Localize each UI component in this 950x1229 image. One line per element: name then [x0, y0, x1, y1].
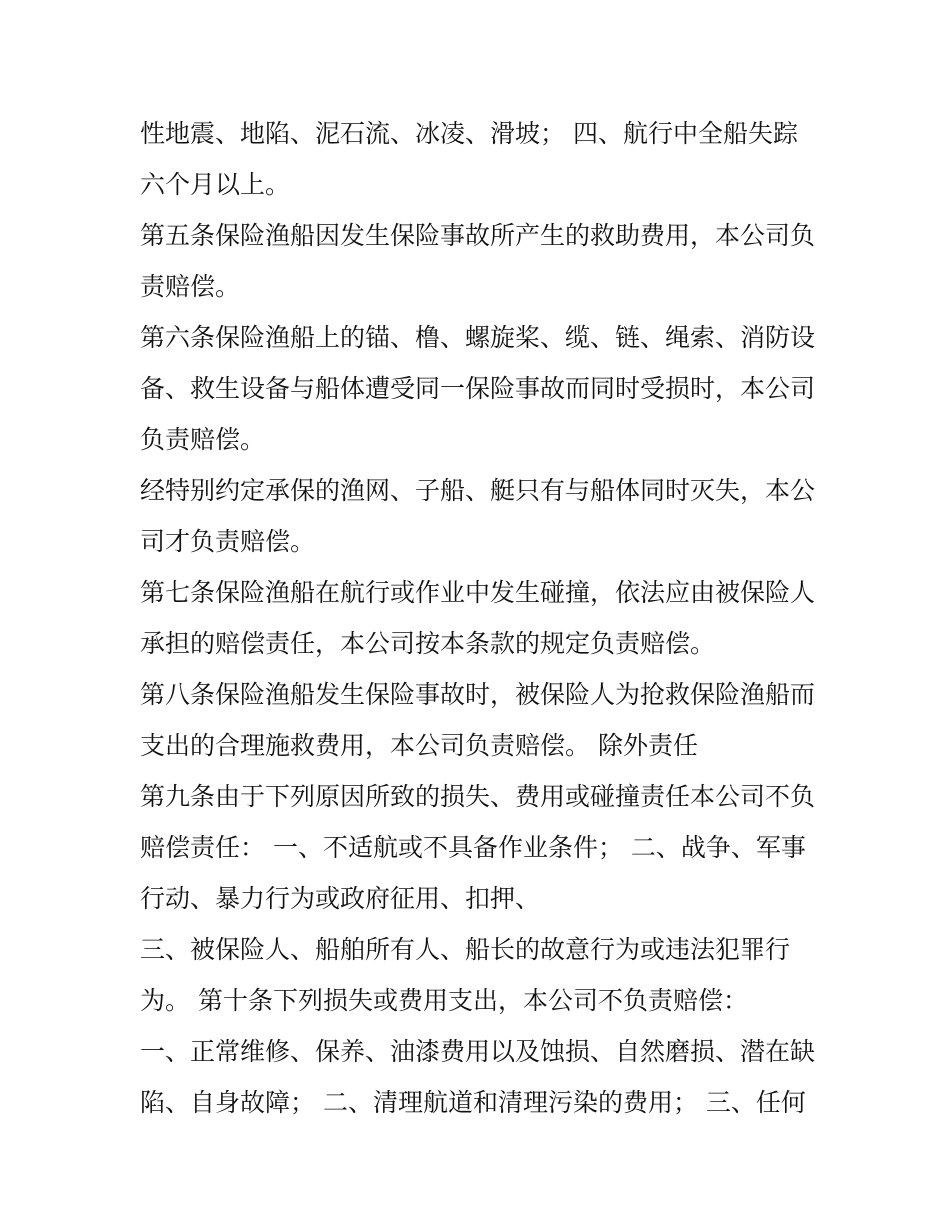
- text-line: 性地震、地陷、泥石流、冰凌、滑坡； 四、航行中全船失踪: [140, 119, 798, 148]
- text-line: 司才负责赔偿。: [140, 527, 316, 556]
- text-line: 一、正常维修、保养、油漆费用以及蚀损、自然磨损、潜在缺: [140, 1037, 816, 1066]
- text-line: 负责赔偿。: [140, 425, 266, 454]
- text-line: 经特别约定承保的渔网、子船、艇只有与船体同时灭失，本公: [140, 476, 816, 505]
- text-line: 六个月以上。: [140, 170, 291, 199]
- text-line: 责赔偿。: [140, 272, 241, 301]
- text-line: 备、救生设备与船体遭受同一保险事故而同时受损时，本公司: [140, 374, 816, 403]
- text-line: 第五条保险渔船因发生保险事故所产生的救助费用，本公司负: [140, 221, 816, 250]
- text-line: 陷、自身故障； 二、清理航道和清理污染的费用； 三、任何: [140, 1088, 806, 1117]
- text-line: 第八条保险渔船发生保险事故时，被保险人为抢救保险渔船而: [140, 680, 816, 709]
- text-line: 第六条保险渔船上的锚、橹、螺旋桨、缆、链、绳索、消防设: [140, 323, 816, 352]
- text-line: 三、被保险人、船舶所有人、船长的故意行为或违法犯罪行: [140, 935, 791, 964]
- text-line: 承担的赔偿责任，本公司按本条款的规定负责赔偿。: [140, 629, 716, 658]
- text-line: 行动、暴力行为或政府征用、扣押、: [140, 884, 541, 913]
- text-line: 第七条保险渔船在航行或作业中发生碰撞，依法应由被保险人: [140, 578, 816, 607]
- text-line: 赔偿责任： 一、不适航或不具备作业条件； 二、战争、军事: [140, 833, 806, 862]
- text-line: 支出的合理施救费用，本公司负责赔偿。 除外责任: [140, 731, 698, 760]
- document-body: [140, 108, 830, 1128]
- text-line: 为。 第十条下列损失或费用支出，本公司不负责赔偿：: [140, 986, 748, 1015]
- text-line: 第九条由于下列原因所致的损失、费用或碰撞责任本公司不负: [140, 782, 816, 811]
